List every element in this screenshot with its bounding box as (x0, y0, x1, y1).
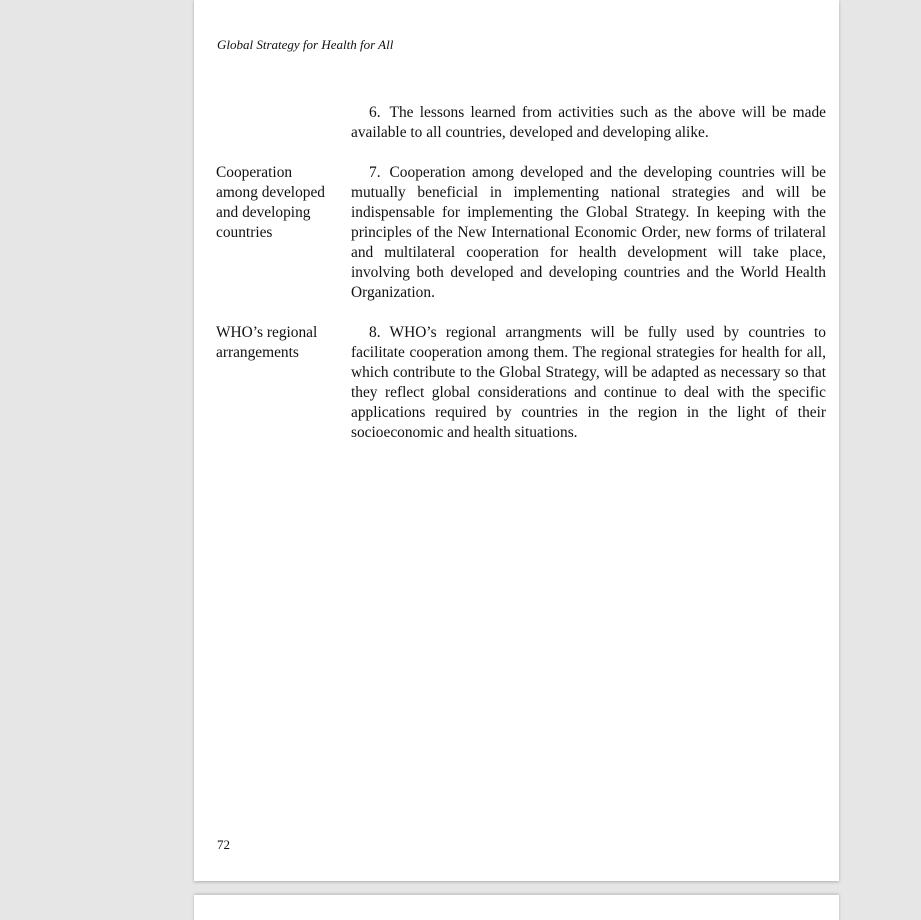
paragraph-text: Cooperation among developed and the developing countries will be mutually beneficial in implementing national strategies and will be indispensable for implementing the Global Strategy. In keeping with the principles of the New International Economic Order, new forms of trilateral and multilateral cooperation for health development will take place, involving both developed and developing countries and the World Health Organization. (351, 164, 826, 301)
running-head: Global Strategy for Health for All (217, 37, 394, 52)
paragraph-text: The lessons learned from activities such as the above will be made available to all countries, developed and developing alike. (351, 104, 826, 141)
paragraph-7 (351, 163, 826, 303)
next-page-edge (194, 895, 839, 920)
paragraph-number: 7. (369, 164, 381, 181)
paragraph-8 (351, 323, 826, 443)
margin-note-who-regional: WHO’s regional arrangements (216, 324, 318, 361)
document-page (194, 0, 839, 881)
paragraph-number: 6. (369, 104, 381, 121)
paragraph-number: 8. (369, 324, 381, 341)
paragraph-text: WHO’s regional arrangments will be fully used by countries to facilitate cooperation among them. The regional strategies for health for all, which contribute to the Global Strategy, will be adapted as necessary so that they reflect global considerations and continue to deal with the specific applications required by countries in the region in the light of their socioeconomic and health situations. (351, 324, 826, 441)
margin-note-cooperation: Cooperation among developed and developing countries (216, 164, 325, 241)
paragraph-6 (351, 103, 826, 143)
page-number: 72 (217, 837, 230, 852)
